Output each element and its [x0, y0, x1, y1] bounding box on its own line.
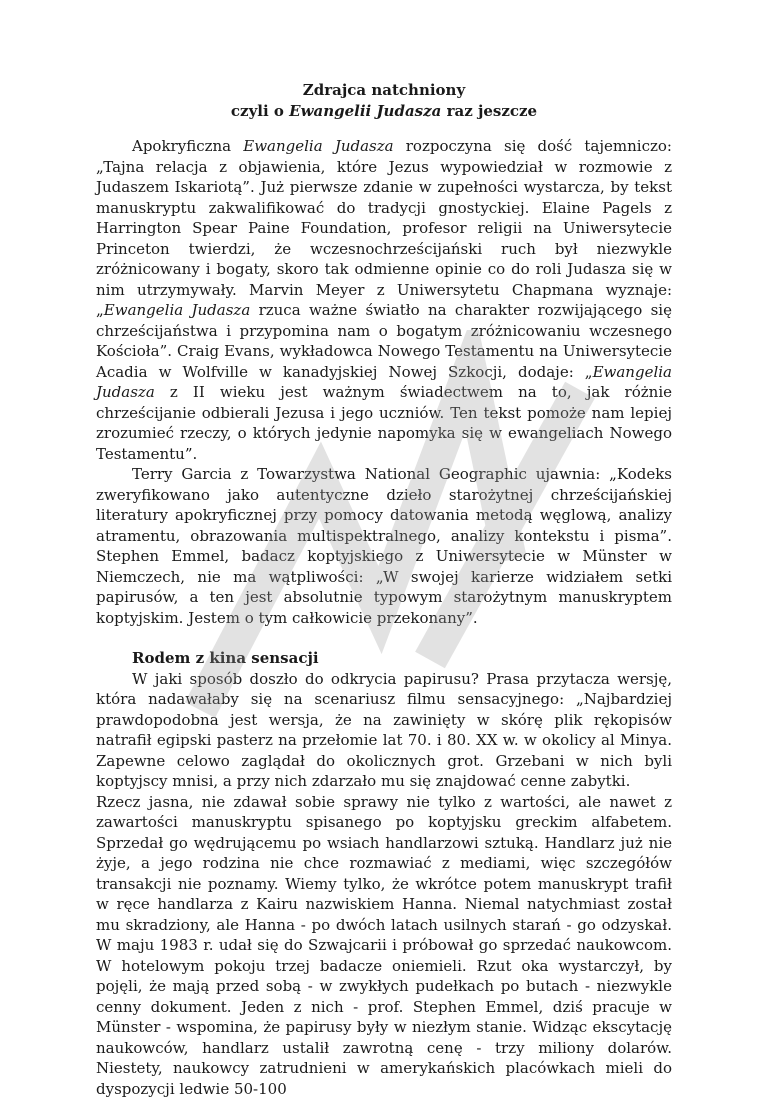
paragraph-3: W jaki sposób doszło do odkrycia papirusu? Prasa przytacza wersję, która nadawałaby się na scenariusz filmu sensacyjnego: „Najbardziej prawdopodobna jest wersja, że na zawinięty w skórę plik rękopisów natrafił egipski pasterz na przełomie lat 70. i 80. XX w. w okolicy al Minya. Zapewne celowo zaglądał do okolicznych grot. Grzebani w nich byli koptyjscy mnisi, a przy nich zdarzało mu się znajdować cenne zabytki. [96, 669, 672, 792]
p1-italic-2: Ewangelia Judasza [104, 301, 250, 319]
p1-part-b: rozpoczyna się dość tajemniczo: „Tajna relacja z objawienia, które Jezus wypowiedział w rozmowie z Judaszem Iskariotą”. Już pierwsze zdanie w zupełności wystarcza, by tekst manuskryptu zakwalifikować do tradycji gnostyckiej. Elaine Pagels z Harrington Spear Paine Foundation, profesor religii na Uniwersytecie Princeton twierdzi, że wczesnochrześcijański ruch był niezwykle zróżnicowany i bogaty, skoro tak odmienne opinie co do roli Judasza się w nim utrzymywały. Marvin Meyer z Uniwersytetu Chapmana wyznaje: „ [96, 137, 672, 319]
paragraph-4: Rzecz jasna, nie zdawał sobie sprawy nie tylko z wartości, ale nawet z zawartości manuskryptu spisanego po koptyjsku greckim alfabetem. Sprzedał go wędrującemu po wsiach handlarzowi sztuką. Handlarz już nie żyje, a jego rodzina nie chce rozmawiać z mediami, więc szczegółów transakcji nie poznamy. Wiemy tylko, że wkrótce potem manuskrypt trafił w ręce handlarza z Kairu nazwiskiem Hanna. Niemal natychmiast został mu skradziony, ale Hanna - po dwóch latach usilnych starań - go odzyskał. W maju 1983 r. udał się do Szwajcarii i próbował go sprzedać naukowcom. W hotelowym pokoju trzej badacze oniemieli. Rzut oka wystarczył, by pojęli, że mają przed sobą - w zwykłych pudełkach po butach - niezwykle cenny dokument. Jeden z nich - prof. Stephen Emmel, dziś pracuje w Münster - wspomina, że papirusy były w niezłym stanie. Widząc ekscytację naukowców, handlarz ustalił zawrotną cenę - trzy miliony dolarów. Niestety, naukowcy zatrudnieni w amerykańskich placówkach mieli do dyspozycji ledwie 50-100 [96, 792, 672, 1099]
section-heading: Rodem z kina sensacji [96, 648, 672, 669]
p1-part-a: Apokryficzna [132, 137, 243, 155]
p1-italic-3: Ewangelia Judasza [96, 363, 672, 402]
title-line-2-italic: Ewangelii Judasza [289, 102, 441, 120]
p1-italic-1: Ewangelia Judasza [243, 137, 393, 155]
document-body [96, 136, 672, 1099]
paragraph-1 [96, 136, 672, 464]
title-line-1: Zdrajca natchniony [96, 80, 672, 101]
paragraph-2: Terry Garcia z Towarzystwa National Geographic ujawnia: „Kodeks zweryfikowano jako autentyczne dzieło starożytnej chrześcijańskiej literatury apokryficznej przy pomocy datowania metodą węglową, analizy atramentu, obrazowania multispektralnego, analizy kontekstu i pisma”. Stephen Emmel, badacz koptyjskiego z Uniwersytecie w Münster w Niemczech, nie ma wątpliwości: „W swojej karierze widziałem setki papirusów, a ten jest absolutnie typowym starożytnym manuskryptem koptyjskim. Jestem o tym całkowicie przekonany”. [96, 464, 672, 628]
title-line-2 [96, 101, 672, 122]
p1-part-c: rzuca ważne światło na charakter rozwijającego się chrześcijaństwa i przypomina nam o bogatym zróżnicowaniu wczesnego Kościoła”. Craig Evans, wykładowca Nowego Testamentu na Uniwersytecie Acadia w Wolfville w kanadyjskiej Nowej Szkocji, dodaje: „ [96, 301, 672, 381]
title-line-2-part-a: czyli o [231, 102, 289, 120]
p1-part-d: z II wieku jest ważnym świadectwem na to, jak różnie chrześcijanie odbierali Jezusa i jego uczniów. Ten tekst pomoże nam lepiej zrozumieć rzeczy, o których jedynie napomyka się w ewangeliach Nowego Testamentu”. [96, 383, 672, 463]
title-line-2-part-b: raz jeszcze [441, 102, 537, 120]
document-title [96, 80, 672, 121]
